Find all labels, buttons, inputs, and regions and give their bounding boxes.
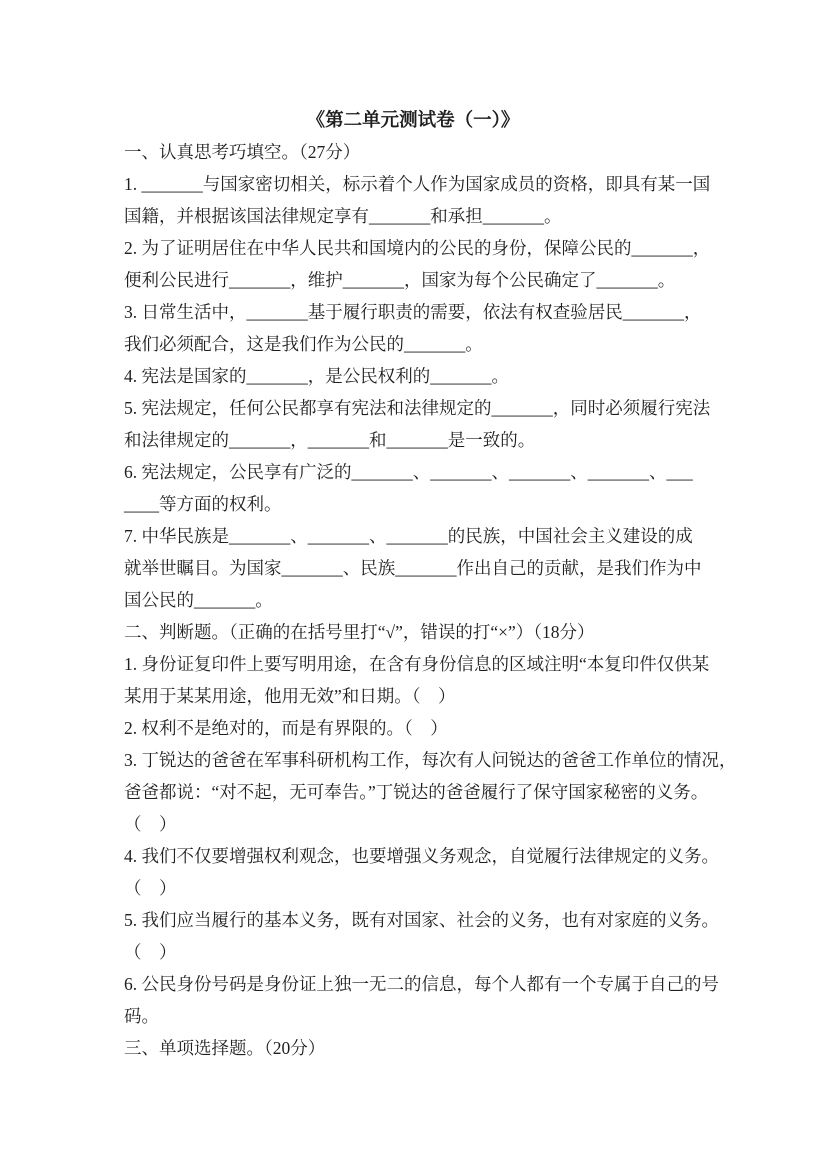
paper-body [124, 136, 737, 1064]
text-line: 1. 身份证复印件上要写明用途，在含有身份信息的区域注明“本复印件仅供某 [124, 654, 710, 674]
text-line: 就举世瞩目。为国家_______、民族_______作出自己的贡献，是我们作为中 [124, 558, 702, 578]
text-line: 1. _______与国家密切相关，标示着个人作为国家成员的资格，即具有某一国 [124, 174, 711, 194]
text-line: （ ） [124, 814, 177, 834]
text-line: 码。 [124, 1006, 159, 1026]
text-line: 国公民的_______。 [124, 590, 273, 610]
text-line: 4. 我们不仅要增强权利观念，也要增强义务观念，自觉履行法律规定的义务。 [124, 846, 719, 866]
text-line: （ ） [124, 942, 177, 962]
text-line: 和法律规定的_______，_______和_______是一致的。 [124, 430, 536, 450]
text-line: 便利公民进行_______，维护_______，国家为每个公民确定了_______。 [124, 270, 676, 290]
text-line: 2. 权利不是绝对的，而是有界限的。（ ） [124, 718, 448, 738]
section-heading: 二、判断题。（正确的在括号里打“√”，错误的打“×”）（18分） [124, 622, 595, 642]
text-line: （ ） [124, 878, 177, 898]
text-line: 某用于某某用途，他用无效”和日期。（ ） [124, 686, 456, 706]
text-line: 6. 公民身份号码是身份证上独一无二的信息，每个人都有一个专属于自己的号 [124, 974, 719, 994]
text-line: 4. 宪法是国家的_______，是公民权利的_______。 [124, 366, 509, 386]
text-line: 爸爸都说：“对不起，无可奉告。”丁锐达的爸爸履行了保守国家秘密的义务。 [124, 782, 709, 802]
text-line: 国籍，并根据该国法律规定享有_______和承担_______。 [124, 206, 562, 226]
section-heading: 一、认真思考巧填空。（27分） [124, 142, 361, 162]
text-line: 5. 宪法规定，任何公民都享有宪法和法律规定的_______，同时必须履行宪法 [124, 398, 711, 418]
text-line: 7. 中华民族是_______、_______、_______的民族，中国社会主义建设的成 [124, 526, 693, 546]
text-line: 3. 日常生活中，_______基于履行职责的需要，依法有权查验居民_______， [124, 302, 702, 322]
text-line: ____等方面的权利。 [124, 494, 282, 514]
text-line: 5. 我们应当履行的基本义务，既有对国家、社会的义务，也有对家庭的义务。 [124, 910, 719, 930]
paper-title: 《第二单元测试卷（一）》 [306, 111, 520, 131]
section-heading: 三、单项选择题。（20分） [124, 1038, 326, 1058]
text-line: 2. 为了证明居住在中华人民共和国境内的公民的身份，保障公民的_______， [124, 238, 711, 258]
text-line: 6. 宪法规定，公民享有广泛的_______、_______、_______、_______、___ [124, 462, 693, 482]
text-line: 我们必须配合，这是我们作为公民的_______。 [124, 334, 483, 354]
text-line: 3. 丁锐达的爸爸在军事科研机构工作，每次有人问锐达的爸爸工作单位的情况， [124, 750, 737, 770]
